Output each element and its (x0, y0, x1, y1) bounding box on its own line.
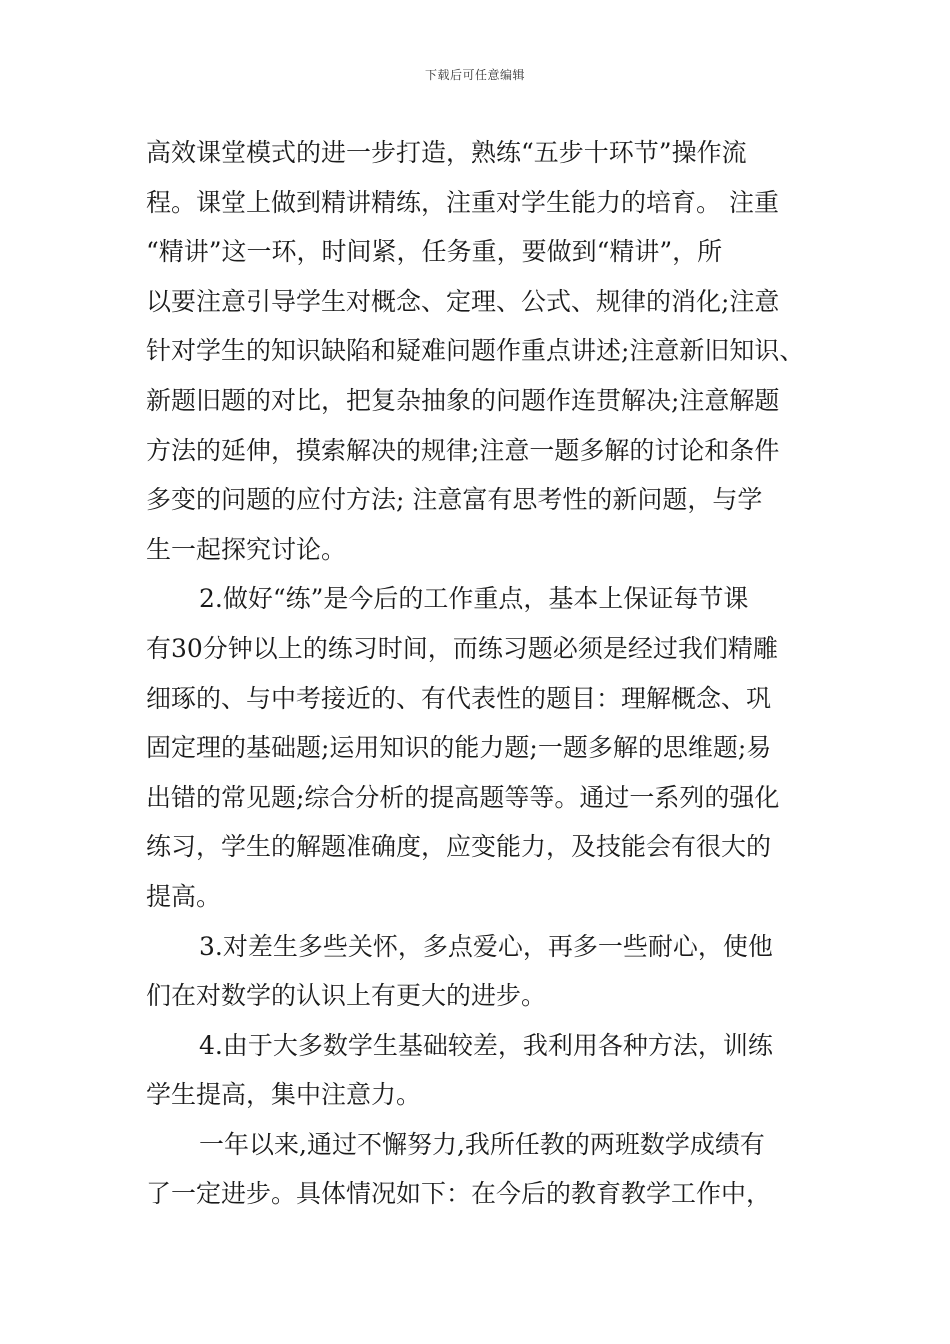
text-line: 一年以来,通过不懈努力,我所任教的两班数学成绩有 (199, 1129, 765, 1159)
text-line: 高效课堂模式的进一步打造，熟练“五步十环节”操作流 (146, 138, 747, 167)
paragraph-3 (146, 922, 806, 1021)
text-line: 提高。 (146, 881, 222, 911)
paragraph-5 (146, 1120, 806, 1219)
text-line: 4.由于大多数学生基础较差，我利用各种方法，训练 (199, 1030, 773, 1060)
paragraph-4 (146, 1021, 806, 1120)
text-line: 2.做好“练”是今后的工作重点，基本上保证每节课 (199, 584, 749, 614)
text-line: 固定理的基础题;运用知识的能力题;一题多解的思维题;易 (146, 733, 772, 763)
paragraph-1 (146, 128, 806, 574)
text-line: 们在对数学的认识上有更大的进步。 (146, 981, 547, 1011)
text-line: 细琢的、与中考接近的、有代表性的题目：理解概念、巩 (146, 683, 772, 713)
text-line: 有30分钟以上的练习时间，而练习题必须是经过我们精雕 (146, 633, 778, 663)
text-line: 多变的问题的应付方法; 注意富有思考性的新问题，与学 (146, 485, 763, 515)
page-header: 下载后可任意编辑 (424, 68, 525, 82)
text-line: 针对学生的知识缺陷和疑难问题作重点讲述;注意新旧知识、 (146, 336, 805, 366)
document-body (146, 128, 806, 1219)
text-line: 新题旧题的对比，把复杂抽象的问题作连贯解决;注意解题 (146, 385, 780, 415)
text-line: 生一起探究讨论。 (146, 534, 347, 564)
text-line: 以要注意引导学生对概念、定理、公式、规律的消化;注意 (146, 286, 780, 316)
text-line: 程。课堂上做到精讲精练，注重对学生能力的培育。 注重 (146, 187, 779, 217)
text-line: “精讲”这一环，时间紧，任务重，要做到“精讲”，所 (146, 237, 723, 267)
text-line: 方法的延伸，摸索解决的规律;注意一题多解的讨论和条件 (146, 435, 780, 465)
text-line: 3.对差生多些关怀，多点爱心，再多一些耐心，使他 (199, 931, 773, 961)
text-line: 了一定进步。具体情况如下：在今后的教育教学工作中， (146, 1179, 772, 1209)
text-line: 出错的常见题;综合分析的提高题等等。通过一系列的强化 (146, 782, 780, 812)
text-line: 练习，学生的解题准确度，应变能力，及技能会有很大的 (146, 832, 772, 862)
paragraph-2 (146, 574, 806, 921)
text-line: 学生提高，集中注意力。 (146, 1080, 422, 1110)
